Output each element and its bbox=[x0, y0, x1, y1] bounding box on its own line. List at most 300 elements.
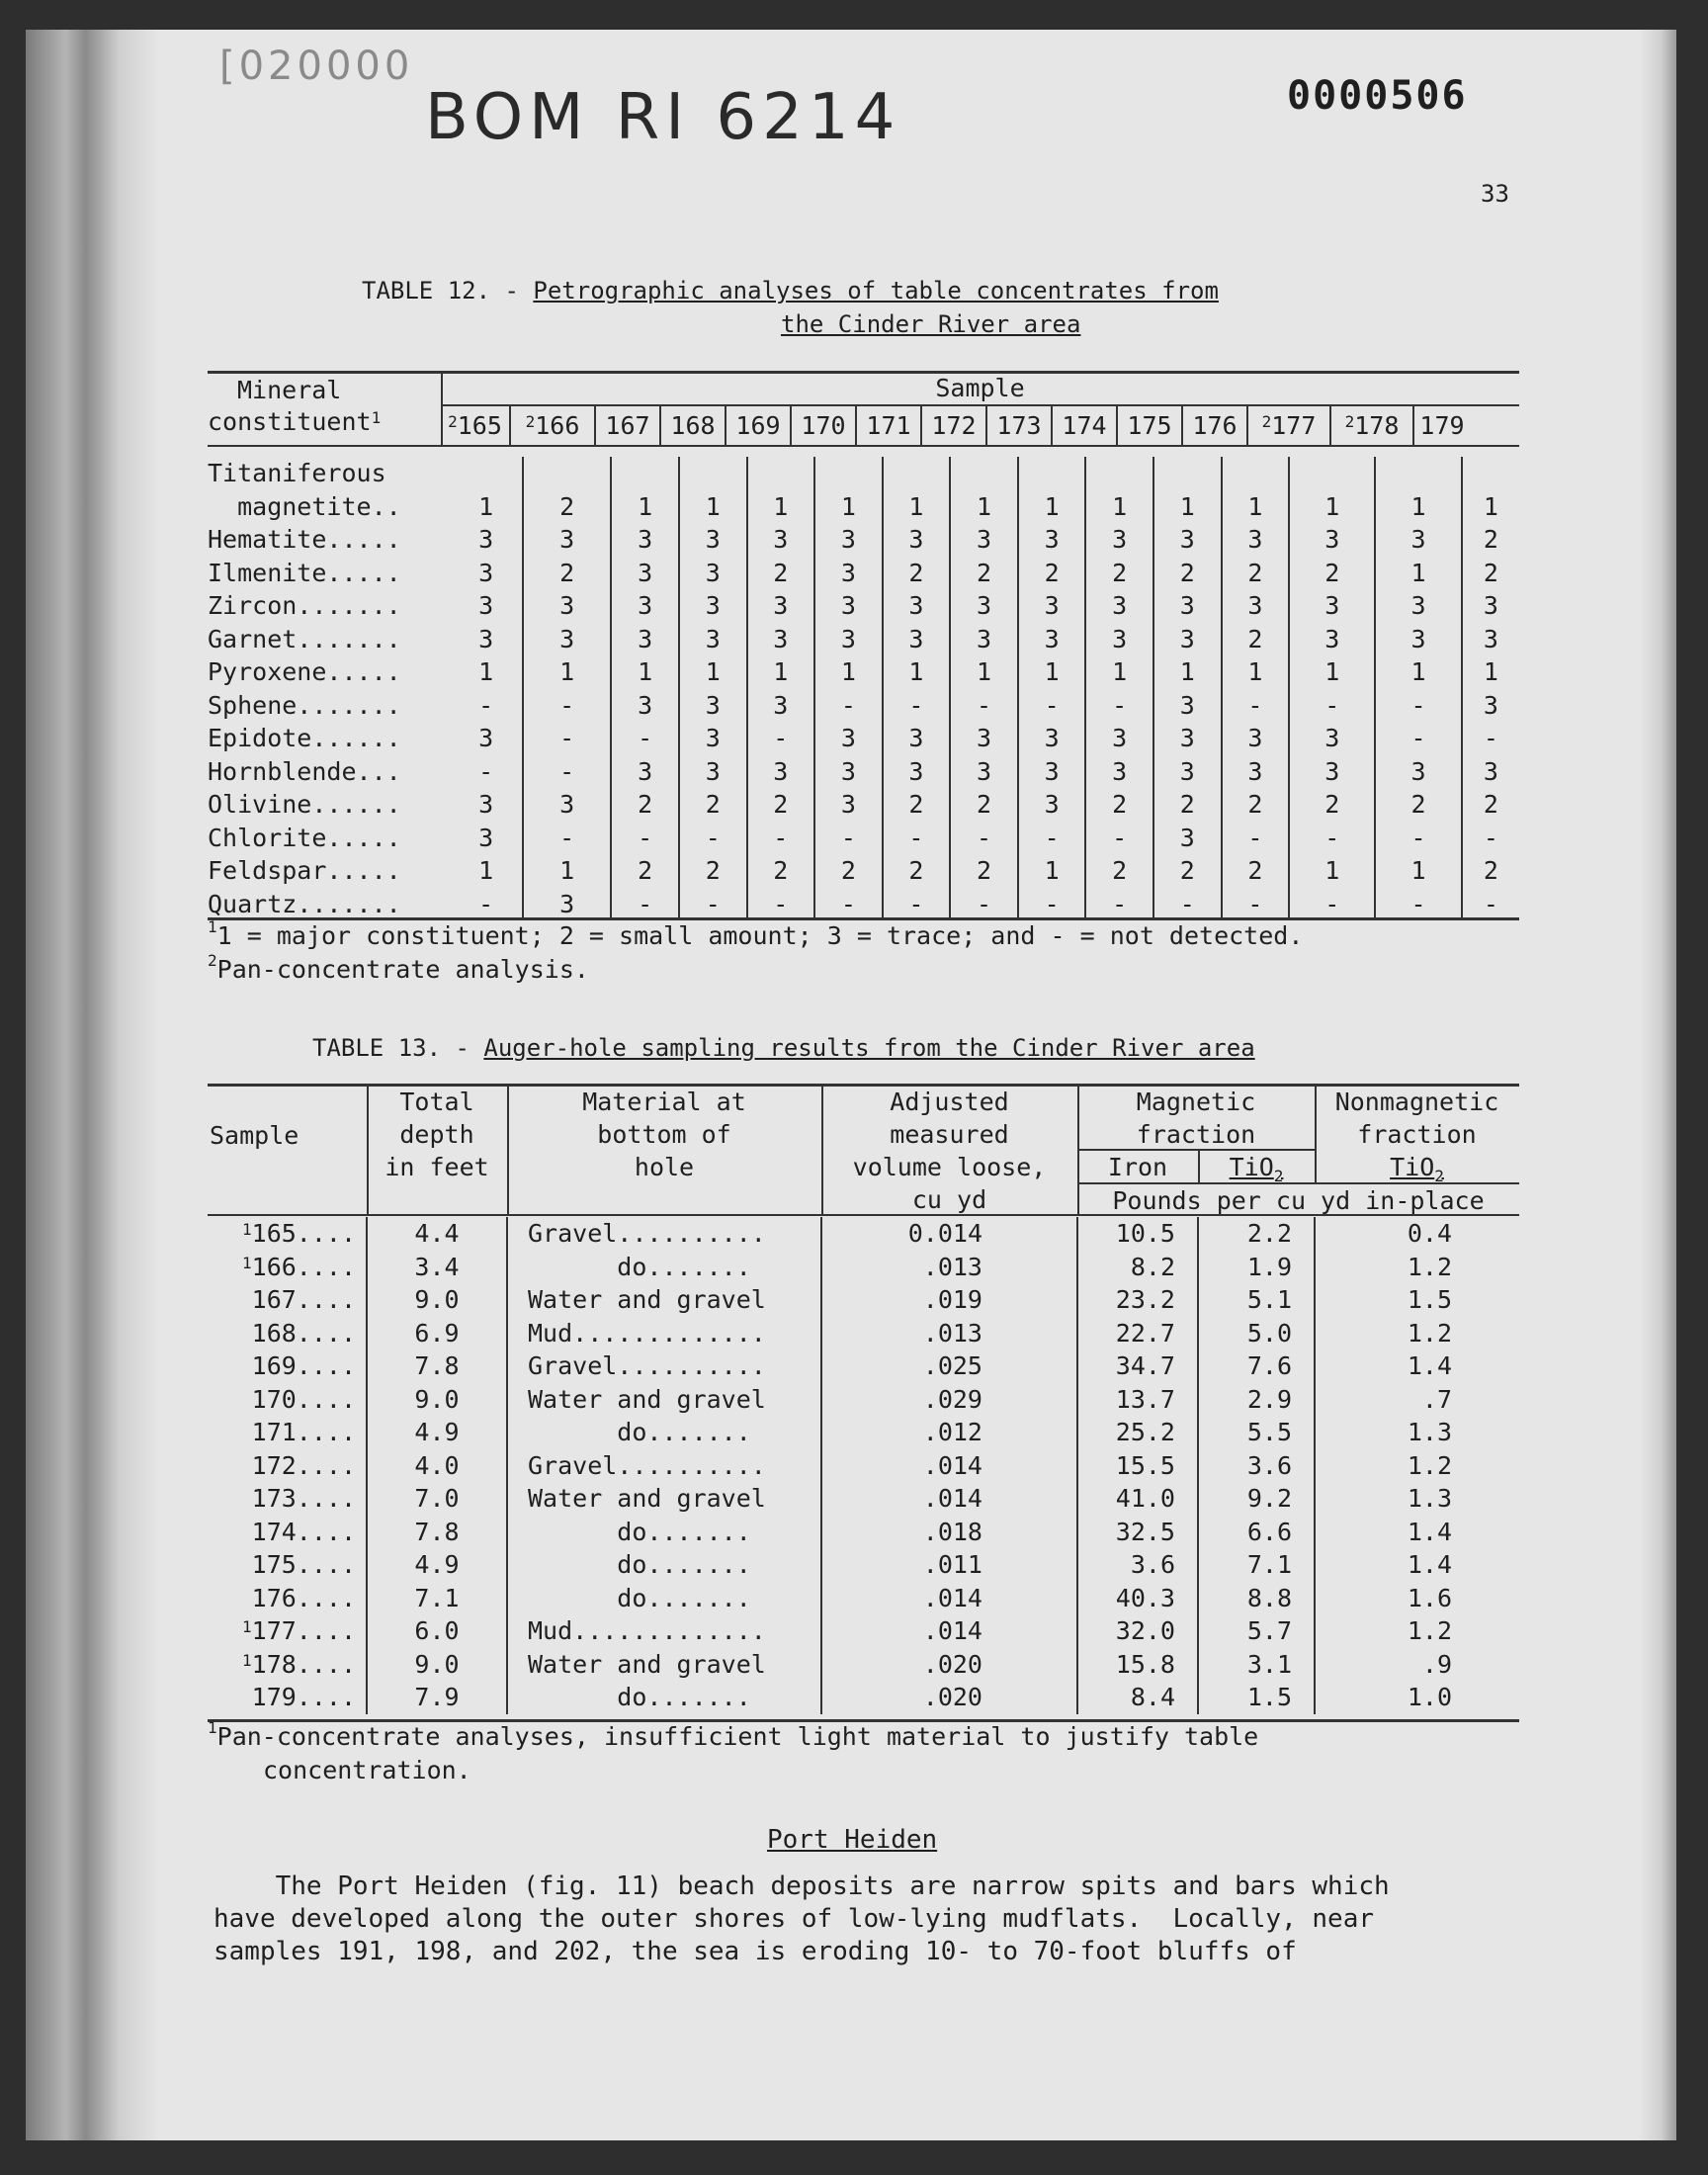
sample-text: 165.... bbox=[251, 1219, 356, 1248]
table-cell: 3 bbox=[814, 722, 883, 755]
nonmagnetic-cell: 1.2 bbox=[1407, 1252, 1452, 1281]
table-row bbox=[208, 722, 1519, 755]
iron-col-header: Iron bbox=[1077, 1151, 1200, 1182]
table-cell: 2 bbox=[1153, 557, 1222, 590]
sample-id-168 bbox=[661, 406, 726, 445]
table-cell: 3 bbox=[1085, 589, 1153, 623]
sample-id-text: 170 bbox=[801, 411, 846, 440]
table-cell: 3 bbox=[679, 523, 747, 557]
table-cell: 1 bbox=[523, 854, 611, 888]
table-row bbox=[208, 1648, 1519, 1682]
volume-cell: .011 bbox=[821, 1548, 1077, 1582]
table-cell: 3 bbox=[523, 589, 611, 623]
body-paragraph bbox=[214, 1870, 1390, 1968]
table-cell: 2 bbox=[1085, 854, 1153, 888]
table-row bbox=[208, 1449, 1519, 1483]
table-cell: 3 bbox=[611, 589, 679, 623]
footnote1-sup: 1 bbox=[208, 917, 217, 936]
table-cell: 2 bbox=[1222, 788, 1290, 822]
table-cell: 3 bbox=[1289, 589, 1375, 623]
sample-id-173 bbox=[987, 406, 1053, 445]
material-cell: Gravel.......... bbox=[507, 1349, 821, 1383]
table-cell: 1 bbox=[450, 490, 523, 524]
table-cell: 2 bbox=[1153, 788, 1222, 822]
table-row bbox=[208, 457, 1519, 490]
table-cell: - bbox=[1018, 689, 1086, 723]
table-cell: - bbox=[950, 689, 1018, 723]
table-cell: - bbox=[950, 822, 1018, 855]
table-cell bbox=[950, 457, 1018, 490]
nonmagnetic-header-line: fraction bbox=[1357, 1120, 1477, 1149]
table-cell bbox=[1085, 457, 1153, 490]
table-cell: 3 bbox=[883, 623, 951, 656]
tio2-cell: 2.9 bbox=[1198, 1383, 1315, 1417]
table-cell: 3 bbox=[611, 689, 679, 723]
iron-cell: 3.6 bbox=[1077, 1548, 1198, 1582]
footnote2-sup: 2 bbox=[208, 951, 217, 970]
nonmagnetic-cell: 1.6 bbox=[1407, 1583, 1452, 1612]
sample-cell bbox=[208, 1416, 367, 1449]
table-cell: - bbox=[814, 888, 883, 921]
tio2-cell: 7.6 bbox=[1198, 1349, 1315, 1383]
sample-text: 169.... bbox=[251, 1351, 356, 1380]
table-row bbox=[208, 1251, 1519, 1284]
mineral-label: Sphene....... bbox=[208, 690, 401, 720]
magnetic-header-line: fraction bbox=[1136, 1120, 1256, 1149]
iron-cell: 13.7 bbox=[1077, 1383, 1198, 1417]
table13-caption-prefix: TABLE 13. - bbox=[312, 1034, 484, 1062]
table-cell: - bbox=[1018, 822, 1086, 855]
table-cell: 3 bbox=[1222, 589, 1290, 623]
sample-id-text: 176 bbox=[1192, 411, 1238, 440]
table-cell: 2 bbox=[747, 788, 815, 822]
nonmagnetic-cell: 1.2 bbox=[1407, 1318, 1452, 1348]
table-cell: 1 bbox=[1153, 655, 1222, 689]
depth-cell: 9.0 bbox=[367, 1648, 507, 1682]
material-cell: Gravel.......... bbox=[507, 1449, 821, 1483]
table-cell: 3 bbox=[1153, 722, 1222, 755]
nonmagnetic-cell: 1.5 bbox=[1407, 1285, 1452, 1314]
table-row bbox=[208, 589, 1519, 623]
table-row bbox=[208, 1383, 1519, 1417]
table13-caption bbox=[312, 1034, 1255, 1062]
table-cell: 3 bbox=[450, 589, 523, 623]
table12-caption-title-2: the Cinder River area bbox=[781, 310, 1081, 338]
sample-id-172 bbox=[922, 406, 987, 445]
nonmagnetic-header-line: Nonmagnetic bbox=[1334, 1088, 1499, 1116]
table-cell: - bbox=[1375, 722, 1461, 755]
magnetic-col-header bbox=[1077, 1086, 1317, 1151]
volume-cell: .012 bbox=[821, 1416, 1077, 1449]
table-row bbox=[208, 623, 1519, 656]
volume-header-line: volume loose, bbox=[852, 1153, 1047, 1181]
sample-cell bbox=[208, 1317, 367, 1350]
table-cell: 2 bbox=[747, 854, 815, 888]
table-cell: - bbox=[1483, 724, 1498, 752]
depth-header-line: Total bbox=[399, 1088, 474, 1116]
table-cell: - bbox=[523, 689, 611, 723]
tio2-cell: 3.1 bbox=[1198, 1648, 1315, 1682]
material-cell: Gravel.......... bbox=[507, 1217, 821, 1251]
table-cell: 2 bbox=[1483, 558, 1498, 587]
material-cell: Mud............. bbox=[507, 1317, 821, 1350]
table-cell: - bbox=[1483, 823, 1498, 852]
volume-cell: .025 bbox=[821, 1349, 1077, 1383]
sample-header: Sample bbox=[935, 374, 1025, 402]
sample-cell bbox=[208, 1217, 367, 1251]
table-cell: 2 bbox=[611, 854, 679, 888]
sample-cell bbox=[208, 1283, 367, 1317]
mineral-label: Hornblende... bbox=[208, 756, 401, 786]
volume-cell: .014 bbox=[821, 1582, 1077, 1615]
sample-id-text: 172 bbox=[931, 411, 977, 440]
tio2-cell: 3.6 bbox=[1198, 1449, 1315, 1483]
table-cell: 3 bbox=[1153, 822, 1222, 855]
iron-cell: 41.0 bbox=[1077, 1482, 1198, 1516]
material-cell: do....... bbox=[507, 1516, 821, 1549]
nonmagnetic-cell: 1.3 bbox=[1407, 1418, 1452, 1446]
table-cell: 1 bbox=[679, 655, 747, 689]
volume-header-line: cu yd bbox=[911, 1185, 987, 1214]
material-header-line: bottom of bbox=[597, 1120, 731, 1149]
table-cell: - bbox=[950, 888, 1018, 921]
iron-cell: 32.5 bbox=[1077, 1516, 1198, 1549]
table-cell: 3 bbox=[1289, 722, 1375, 755]
iron-cell: 10.5 bbox=[1077, 1217, 1198, 1251]
table-cell: 2 bbox=[1483, 856, 1498, 885]
table-row bbox=[208, 1349, 1519, 1383]
sample-id-text: 166 bbox=[535, 411, 580, 440]
sample-id-178 bbox=[1331, 406, 1414, 445]
table-cell: 3 bbox=[814, 623, 883, 656]
table-cell: 1 bbox=[1153, 490, 1222, 524]
sample-id-175 bbox=[1118, 406, 1183, 445]
sample-id-text: 167 bbox=[605, 411, 650, 440]
table-cell: 2 bbox=[883, 854, 951, 888]
table-cell: 3 bbox=[883, 755, 951, 789]
tio2-cell: 1.9 bbox=[1198, 1251, 1315, 1284]
volume-header-line: measured bbox=[890, 1120, 1009, 1149]
table-row bbox=[208, 1283, 1519, 1317]
footnote1-text: 1 = major constituent; 2 = small amount; 3 = trace; and - = not detected. bbox=[216, 921, 1304, 950]
sample-text: 166.... bbox=[251, 1252, 356, 1281]
table-cell: 3 bbox=[1018, 788, 1086, 822]
table-cell: 1 bbox=[679, 490, 747, 524]
table-cell: 2 bbox=[950, 557, 1018, 590]
table-cell: 3 bbox=[1085, 523, 1153, 557]
table13-footnote-2: concentration. bbox=[263, 1756, 471, 1784]
table-cell: 3 bbox=[1222, 755, 1290, 789]
table-cell bbox=[747, 457, 815, 490]
tio2-cell: 5.0 bbox=[1198, 1317, 1315, 1350]
volume-header-line: Adjusted bbox=[890, 1088, 1009, 1116]
depth-cell: 7.8 bbox=[367, 1516, 507, 1549]
nonmagnetic-cell: .7 bbox=[1421, 1384, 1452, 1414]
binding-gutter bbox=[26, 30, 159, 2140]
table-row bbox=[208, 523, 1519, 557]
table-cell: 1 bbox=[1375, 490, 1461, 524]
table-cell: 1 bbox=[883, 490, 951, 524]
table-cell: - bbox=[1018, 888, 1086, 921]
mineral-label: Zircon....... bbox=[208, 591, 401, 620]
material-cell: do....... bbox=[507, 1582, 821, 1615]
table-cell: 1 bbox=[1018, 854, 1086, 888]
tio2-sub: 2 bbox=[1273, 1167, 1284, 1185]
table-cell: 3 bbox=[450, 523, 523, 557]
table-cell: 3 bbox=[1018, 722, 1086, 755]
depth-cell: 4.9 bbox=[367, 1548, 507, 1582]
table-cell: 3 bbox=[950, 623, 1018, 656]
sample-id-165 bbox=[441, 406, 511, 445]
table-row bbox=[208, 822, 1519, 855]
volume-cell: .014 bbox=[821, 1449, 1077, 1483]
table-cell: 3 bbox=[1153, 523, 1222, 557]
page-edge bbox=[1639, 30, 1676, 2140]
table-cell: - bbox=[1085, 822, 1153, 855]
sample-id-text: 173 bbox=[996, 411, 1042, 440]
table-cell: - bbox=[1085, 689, 1153, 723]
mineral-label: magnetite.. bbox=[208, 491, 401, 521]
volume-cell: .019 bbox=[821, 1283, 1077, 1317]
sample-cell bbox=[208, 1482, 367, 1516]
nonmagnetic-cell: 1.2 bbox=[1407, 1450, 1452, 1480]
sample-id-169 bbox=[726, 406, 792, 445]
mineral-label: Epidote...... bbox=[208, 724, 401, 752]
table-cell: - bbox=[1289, 888, 1375, 921]
table-cell bbox=[883, 457, 951, 490]
table-cell: 1 bbox=[1483, 491, 1498, 521]
table12-bottom-rule bbox=[208, 917, 1519, 920]
table-cell: - bbox=[523, 722, 611, 755]
sample-id-176 bbox=[1183, 406, 1248, 445]
table-cell: 1 bbox=[450, 854, 523, 888]
table-row bbox=[208, 1317, 1519, 1350]
table-cell: 1 bbox=[1085, 655, 1153, 689]
table-cell: 3 bbox=[747, 689, 815, 723]
tio2-cell: 5.1 bbox=[1198, 1283, 1315, 1317]
iron-cell: 34.7 bbox=[1077, 1349, 1198, 1383]
table-cell: 1 bbox=[747, 490, 815, 524]
depth-cell: 4.9 bbox=[367, 1416, 507, 1449]
table-cell: - bbox=[883, 888, 951, 921]
mineral-label: Feldspar..... bbox=[208, 856, 401, 885]
sample-id-sup: 2 bbox=[525, 412, 536, 431]
table-cell: 3 bbox=[1018, 523, 1086, 557]
nonmagnetic-cell: 0.4 bbox=[1407, 1219, 1452, 1248]
material-cell: Water and gravel bbox=[507, 1283, 821, 1317]
table-cell: 3 bbox=[950, 589, 1018, 623]
sample-text: 170.... bbox=[251, 1384, 356, 1414]
sample-id-167 bbox=[596, 406, 661, 445]
table-row bbox=[208, 788, 1519, 822]
table-cell: 2 bbox=[1018, 557, 1086, 590]
table-cell: 3 bbox=[1289, 755, 1375, 789]
volume-cell: 0.014 bbox=[821, 1217, 1077, 1251]
table-cell: 1 bbox=[1289, 490, 1375, 524]
sample-id-row bbox=[441, 406, 1470, 445]
sample-text: 175.... bbox=[251, 1550, 356, 1579]
table-cell: 3 bbox=[814, 788, 883, 822]
tio2-label: TiO bbox=[1390, 1153, 1435, 1181]
sample-cell bbox=[208, 1516, 367, 1549]
table-cell bbox=[814, 457, 883, 490]
mineral-header-line1: Mineral bbox=[237, 376, 342, 404]
table-cell: - bbox=[1289, 689, 1375, 723]
table-cell: 3 bbox=[1085, 722, 1153, 755]
table-cell: 1 bbox=[814, 655, 883, 689]
sample-cell bbox=[208, 1582, 367, 1615]
table-row bbox=[208, 655, 1519, 689]
table-cell: 1 bbox=[611, 490, 679, 524]
depth-cell: 7.9 bbox=[367, 1681, 507, 1714]
iron-cell: 25.2 bbox=[1077, 1416, 1198, 1449]
table-cell: 3 bbox=[1153, 589, 1222, 623]
table-cell: 2 bbox=[1222, 557, 1290, 590]
table-cell: 1 bbox=[1375, 557, 1461, 590]
sample-sup: 1 bbox=[242, 1650, 252, 1670]
sample-id-text: 175 bbox=[1127, 411, 1172, 440]
table-cell bbox=[1289, 457, 1375, 490]
table-cell bbox=[1153, 457, 1222, 490]
nonmagnetic-cell: 1.2 bbox=[1407, 1616, 1452, 1645]
table-cell: 2 bbox=[747, 557, 815, 590]
table-cell: 1 bbox=[523, 655, 611, 689]
table12-header-rule bbox=[208, 445, 1519, 447]
table-cell: 3 bbox=[1153, 755, 1222, 789]
volume-col-header bbox=[821, 1086, 1079, 1214]
table-cell: 2 bbox=[950, 788, 1018, 822]
sample-id-text: 171 bbox=[866, 411, 911, 440]
table-cell: 2 bbox=[523, 557, 611, 590]
mineral-header-sup: 1 bbox=[371, 408, 382, 427]
table-cell: 3 bbox=[883, 523, 951, 557]
table-cell: 3 bbox=[747, 523, 815, 557]
table-row bbox=[208, 1416, 1519, 1449]
table-cell: 2 bbox=[1375, 788, 1461, 822]
sample-cell bbox=[208, 1251, 367, 1284]
table-cell: 3 bbox=[1018, 589, 1086, 623]
sample-id-text: 165 bbox=[457, 411, 502, 440]
depth-cell: 4.4 bbox=[367, 1217, 507, 1251]
depth-col-header bbox=[367, 1086, 509, 1214]
table-cell: 3 bbox=[450, 822, 523, 855]
paragraph-line: have developed along the outer shores of low-lying mudflats. Locally, near bbox=[214, 1904, 1374, 1934]
sample-cell bbox=[208, 1648, 367, 1682]
sample-id-sup: 2 bbox=[448, 412, 458, 431]
paragraph-line: The Port Heiden (fig. 11) beach deposits are narrow spits and bars which bbox=[214, 1871, 1390, 1901]
sample-text: 177.... bbox=[251, 1616, 356, 1645]
table-cell: 3 bbox=[814, 557, 883, 590]
table-cell: 3 bbox=[611, 557, 679, 590]
sample-text: 174.... bbox=[251, 1517, 356, 1546]
sample-sup: 1 bbox=[242, 1220, 252, 1239]
table-cell: - bbox=[523, 822, 611, 855]
table-cell: 3 bbox=[747, 755, 815, 789]
table-cell: 3 bbox=[1483, 624, 1498, 653]
magnetic-header-line: Magnetic bbox=[1136, 1088, 1256, 1116]
tio2-cell: 2.2 bbox=[1198, 1217, 1315, 1251]
table-cell: 3 bbox=[1085, 755, 1153, 789]
table-cell: 2 bbox=[814, 854, 883, 888]
table-cell: 3 bbox=[450, 722, 523, 755]
document-page bbox=[26, 30, 1676, 2140]
table-cell: 3 bbox=[611, 523, 679, 557]
volume-cell: .018 bbox=[821, 1516, 1077, 1549]
sample-text: 168.... bbox=[251, 1318, 356, 1348]
table-cell: 3 bbox=[611, 623, 679, 656]
sample-id-text: 168 bbox=[670, 411, 716, 440]
table-row bbox=[208, 689, 1519, 723]
table-cell: 3 bbox=[450, 557, 523, 590]
table-cell: 1 bbox=[450, 655, 523, 689]
material-cell: Water and gravel bbox=[507, 1383, 821, 1417]
sample-id-text: 177 bbox=[1271, 411, 1317, 440]
depth-cell: 6.0 bbox=[367, 1614, 507, 1648]
volume-cell: .013 bbox=[821, 1251, 1077, 1284]
table-cell: - bbox=[679, 822, 747, 855]
table-cell: 3 bbox=[1222, 523, 1290, 557]
table-row bbox=[208, 888, 1519, 921]
table-cell: - bbox=[1153, 888, 1222, 921]
table-cell: 2 bbox=[950, 854, 1018, 888]
table-cell bbox=[1018, 457, 1086, 490]
material-header-line: Material at bbox=[582, 1088, 746, 1116]
depth-header-line: in feet bbox=[384, 1153, 489, 1181]
table-cell: 2 bbox=[1222, 854, 1290, 888]
sample-id-text: 174 bbox=[1062, 411, 1107, 440]
mineral-label: Hematite..... bbox=[208, 525, 401, 554]
tio2-cell: 9.2 bbox=[1198, 1482, 1315, 1516]
mineral-label: Garnet....... bbox=[208, 624, 401, 653]
material-cell: do....... bbox=[507, 1251, 821, 1284]
volume-cell: .013 bbox=[821, 1317, 1077, 1350]
table-cell: 3 bbox=[1085, 623, 1153, 656]
table-cell: - bbox=[1483, 889, 1498, 918]
mineral-label: Quartz....... bbox=[208, 889, 401, 918]
material-col-header bbox=[507, 1086, 823, 1214]
nonmagnetic-cell: .9 bbox=[1421, 1649, 1452, 1679]
sample-text: 179.... bbox=[251, 1683, 356, 1711]
nonmagnetic-cell: 1.0 bbox=[1407, 1683, 1452, 1711]
mineral-label: Chlorite..... bbox=[208, 823, 401, 852]
sample-cell bbox=[208, 1548, 367, 1582]
table-row bbox=[208, 1614, 1519, 1648]
material-header-line: hole bbox=[634, 1153, 695, 1181]
tio2-col-header bbox=[1198, 1151, 1317, 1185]
faded-stamp: [020000 bbox=[219, 44, 414, 89]
table-cell: - bbox=[611, 888, 679, 921]
depth-cell: 7.8 bbox=[367, 1349, 507, 1383]
table-cell: - bbox=[1375, 822, 1461, 855]
table-cell: - bbox=[1085, 888, 1153, 921]
table-cell: - bbox=[814, 822, 883, 855]
table-cell: 3 bbox=[950, 722, 1018, 755]
table-cell: 3 bbox=[1375, 755, 1461, 789]
table12-caption-prefix: TABLE 12. - bbox=[362, 277, 534, 304]
mineral-label: Titaniferous bbox=[208, 459, 386, 487]
table-cell: 2 bbox=[679, 788, 747, 822]
table-cell: 2 bbox=[523, 490, 611, 524]
table-cell: 1 bbox=[1375, 655, 1461, 689]
volume-cell: .020 bbox=[821, 1681, 1077, 1714]
table12-header bbox=[208, 371, 1519, 445]
material-cell: Water and gravel bbox=[507, 1482, 821, 1516]
sample-id-text: 169 bbox=[735, 411, 781, 440]
sample-text: 172.... bbox=[251, 1450, 356, 1480]
table-cell bbox=[523, 457, 611, 490]
material-cell: do....... bbox=[507, 1548, 821, 1582]
table-row bbox=[208, 1681, 1519, 1714]
